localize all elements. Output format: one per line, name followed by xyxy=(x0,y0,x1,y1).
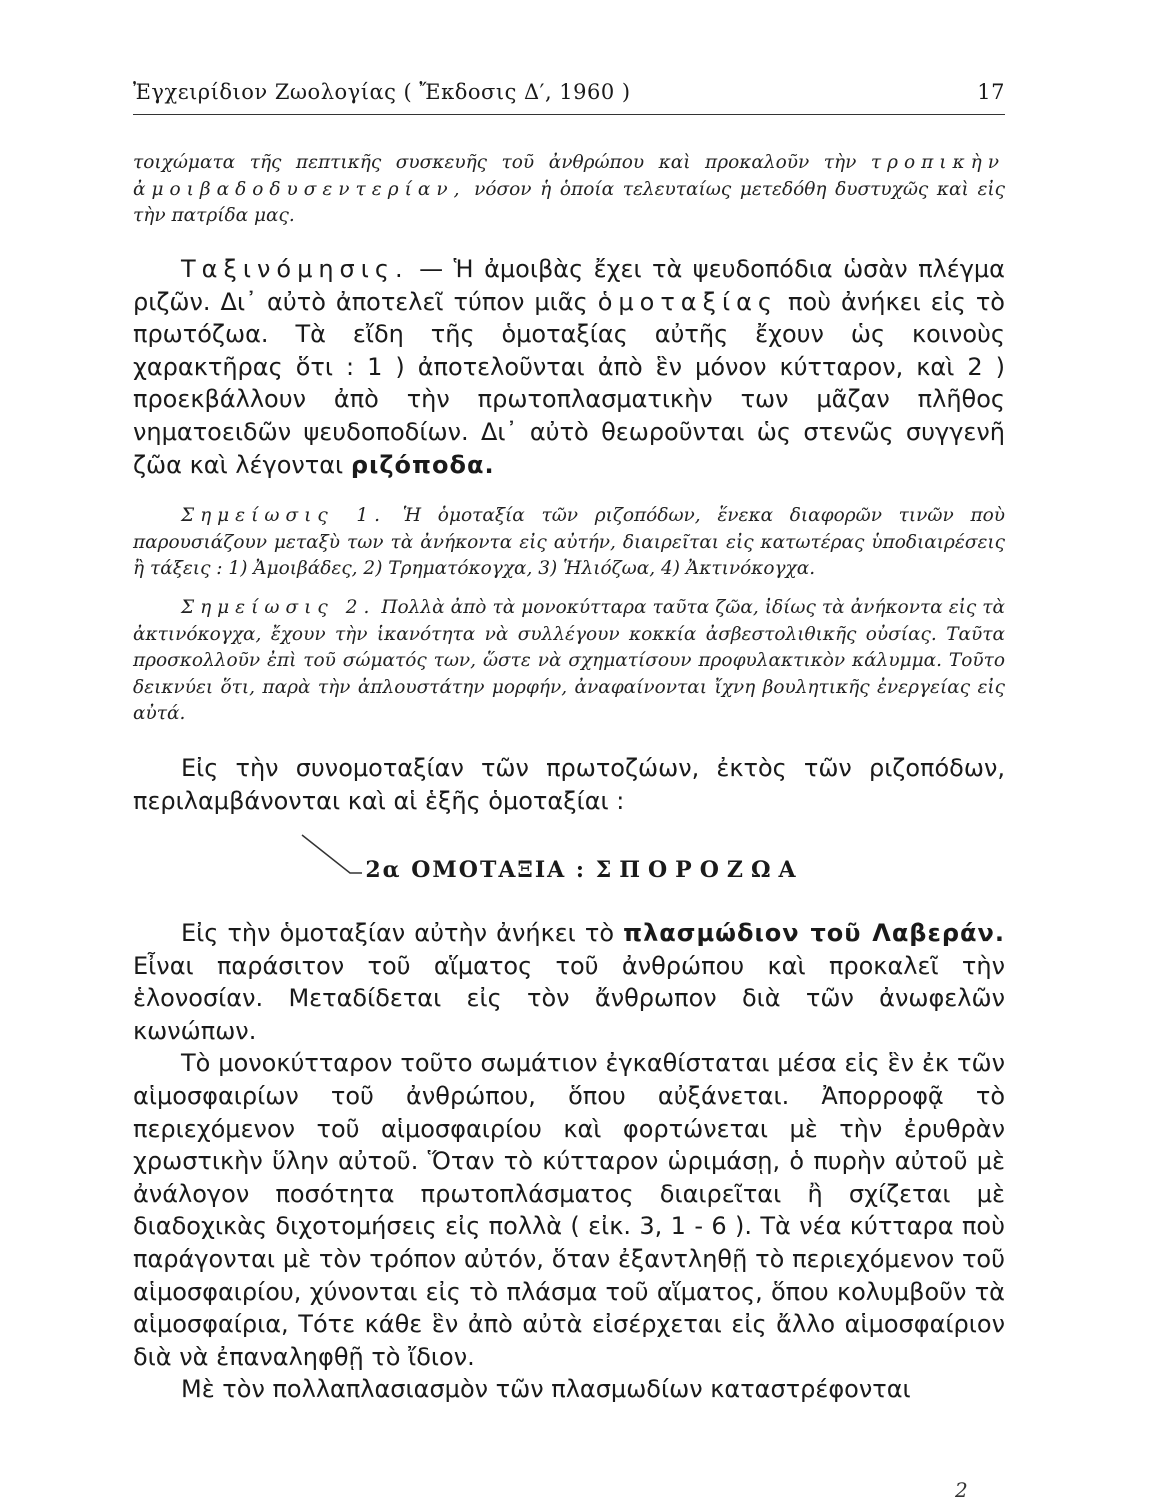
top-note-text-3: εἰς τὴν πατρίδα μας. xyxy=(133,178,1005,226)
classification-term: Ταξινόμησις. xyxy=(181,255,409,283)
top-note xyxy=(133,150,1005,230)
note-2 xyxy=(133,595,1005,728)
section-heading-prefix: 2α ΟΜΟΤΑΞΙΑ : xyxy=(365,857,587,883)
top-note-spaced-2: ἀμοιβαδοδυσεντερίαν, xyxy=(133,178,466,200)
para-1-bold-term: πλασμώδιον τοῦ Λαβεράν. xyxy=(623,919,1005,947)
note-1 xyxy=(133,503,1005,583)
intro-paragraph xyxy=(133,752,1005,817)
section-heading-name: ΣΠΟΡΟΖΩΑ xyxy=(595,857,804,883)
para-1-text-b: Εἶναι παράσιτον τοῦ αἵματος τοῦ ἀνθρώπου καὶ προκαλεῖ τὴν ἑλονοσίαν. Μεταδίδεται εἰς τὸν ἄνθρωπον διὰ τῶν ἀνωφελῶν κωνώπων. xyxy=(133,951,1005,1045)
classification-text-b: ποὺ ἀνήκει εἰς τὸ πρωτόζωα. Τὰ εἴδη τῆς ὁμοταξίας αὐτῆς ἔχουν ὡς κοινοὺς χαρακτῆρας ὅτι : 1 ) ἀποτελοῦνται ἀπὸ ἓν μόνον κύτταρον, καὶ 2 ) προεκβάλλουν ἀπὸ τὴν πρωτοπλασματικὴν των μᾶζαν πλῆθος νηματοειδῶν ψευδοποδίων. Δι᾽ αὐτὸ θεωροῦνται ὡς στενῶς συγγενῆ ζῶα καὶ λέγονται xyxy=(133,287,1005,479)
para-2-text: Τὸ μονοκύτταρον τοῦτο σωμάτιον ἐγκαθίσταται μέσα εἰς ἓν ἐκ τῶν αἱμοσφαιρίων τοῦ ἀνθρώπου, ὅπου αὐξάνεται. Ἀπορροφᾷ τὸ περιεχόμενον τοῦ αἱμοσφαιρίου καὶ φορτώνεται μὲ τὴν ἐρυθρὰν χρωστικὴν ὕλην αὐτοῦ. Ὅταν τὸ κύτταρον ὡριμάσῃ, ὁ πυρὴν αὐτοῦ μὲ ἀνάλογον ποσότητα πρωτοπλάσματος διαιρεῖται ἢ σχίζεται μὲ διαδοχικὰς διχοτομήσεις εἰς πολλὰ ( εἰκ. 3, 1 - 6 ). Τὰ νέα κύτταρα ποὺ παράγονται μὲ τὸν τρόπον αὐτόν, ὅταν ἐξαντληθῇ τὸ περιεχόμενον τοῦ αἱμοσφαιρίου, χύνονται εἰς τὸ πλάσμα τοῦ αἵματος, ὅπου κολυμβοῦν τὰ αἱμοσφαίρια, Τότε κάθε ἓν ἀπὸ αὐτὰ εἰσέρχεται εἰς ἄλλο αἱμοσφαίριον διὰ νὰ ἐπαναληφθῇ τὸ ἴδιον. xyxy=(133,1049,1005,1371)
para-3-text: Μὲ τὸν πολλαπλασιασμὸν τῶν πλασμωδίων καταστρέφονται xyxy=(181,1375,911,1404)
top-note-text-1: τοιχώματα τῆς πεπτικῆς συσκευῆς τοῦ ἀνθρώπου καὶ προκαλοῦν τὴν xyxy=(133,152,857,173)
header-title: Ἐγχειρίδιον Ζωολογίας ( Ἔκδοσις Δ′, 1960 ) xyxy=(133,80,631,104)
classification-paragraph xyxy=(133,253,1005,481)
footer-signature-mark: 2 xyxy=(955,1478,968,1502)
intro-text: Εἰς τὴν συνομοταξίαν τῶν πρωτοζώων, ἐκτὸς τῶν ριζοπόδων, περιλαμβάνονται καὶ αἱ ἑξῆς ὁμοταξίαι : xyxy=(133,754,1005,815)
note-2-text: Πολλὰ ἀπὸ τὰ μονοκύτταρα ταῦτα ζῶα, ἰδίως τὰ ἀνήκοντα εἰς τὰ ἀκτινόκογχα, ἔχουν τὴν ἱκανότητα νὰ συλλέγουν κοκκία ἀσβεστολιθικῆς οὐσίας. Ταῦτα προσκολλοῦν ἐπὶ τοῦ σώματός των, ὥστε νὰ σχηματίσουν προφυλακτικὸν κάλυμμα. Τοῦτο δεικνύει ὅτι, παρὰ τὴν ἁπλουστάτην μορφήν, ἀναφαίνονται ἴχνη βουλητικῆς ἐνεργείας εἰς αὐτά. xyxy=(133,597,1005,724)
note-2-label: Σημείωσις 2. xyxy=(181,597,376,618)
running-header xyxy=(133,80,1005,104)
classification-bold-term: ριζόποδα. xyxy=(350,450,495,479)
page-number: 17 xyxy=(977,80,1005,104)
top-note-text-2: νόσον ἡ ὁποία τελευταίως μετεδόθη δυστυχῶς καὶ xyxy=(474,178,969,200)
top-note-spaced-1: τροπικὴν xyxy=(870,152,1005,173)
plasmodium-paragraph xyxy=(133,917,1005,1406)
classification-text-a: — Ἡ ἀμοιβὰς ἔχει τὰ ψευδοπόδια ὡσὰν πλέγμα ριζῶν. Δι᾽ αὐτὸ ἀποτελεῖ τύπον μιᾶς xyxy=(133,255,1005,316)
header-rule xyxy=(133,114,1005,115)
classification-spaced: ὁμοταξίας xyxy=(597,287,779,316)
note-1-label: Σημείωσις 1. xyxy=(181,505,387,526)
section-heading xyxy=(0,857,1169,883)
note-1-text: Ἡ ὁμοταξία τῶν ριζοπόδων, ἕνεκα διαφορῶν τινῶν ποὺ παρουσιάζουν μεταξὺ των τὰ ἀνήκοντα εἰς αὐτήν, διαιρεῖται εἰς κατωτέρας ὑποδιαιρέσεις ἢ τάξεις : 1) Ἀμοιβάδες, 2) Τρηματόκογχα, 3) Ἡλιόζωα, 4) Ἀκτινόκογχα. xyxy=(133,505,1005,579)
para-1-text-a: Εἰς τὴν ὁμοταξίαν αὐτὴν ἀνήκει τὸ xyxy=(181,919,615,947)
